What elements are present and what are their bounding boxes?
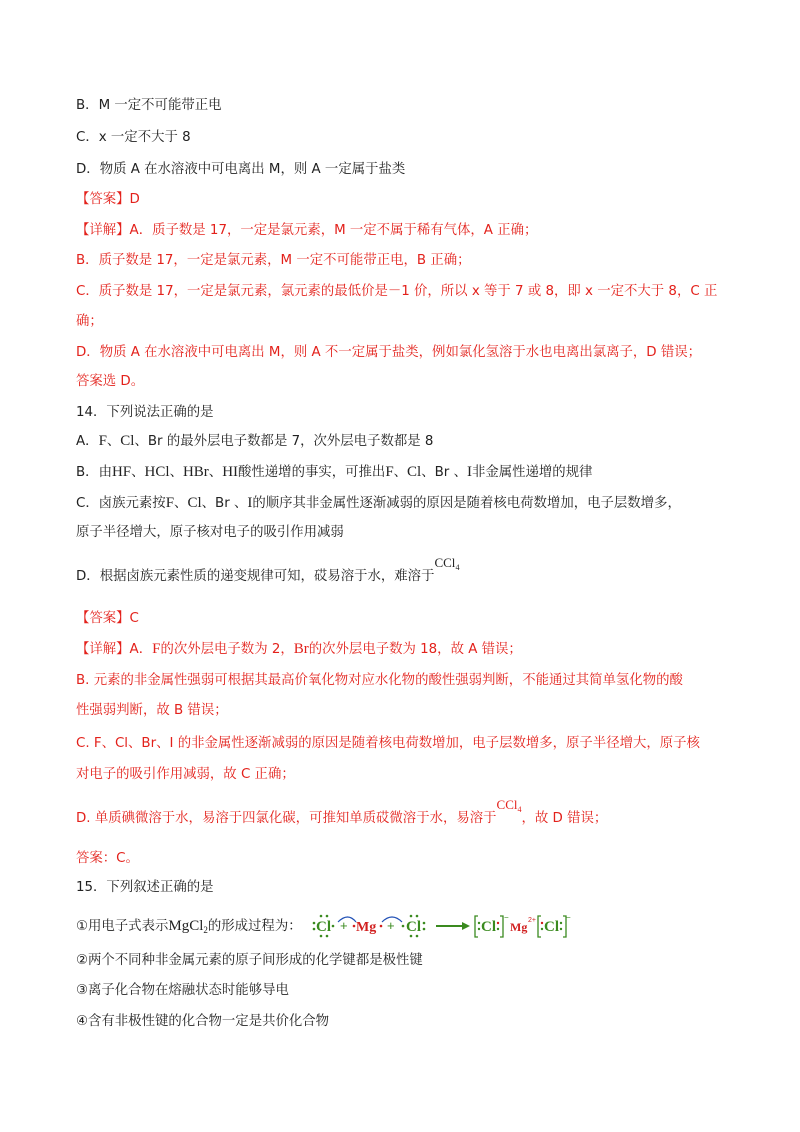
formula-f: F xyxy=(98,433,107,449)
q13-answer: 【答案】D xyxy=(76,192,140,207)
q14-option-c-line1: C．卤族元素按F、Cl、Br 、I的顺序其非金属性逐渐减弱的原因是随着核电荷数增加，电子层数增多， xyxy=(76,495,681,511)
q14-detail-d: D. 单质碘微溶于水，易溶于四氯化碳，可推知单质砹微溶于水，易溶于CCl$_4$，故 D 错误； xyxy=(76,797,608,826)
svg-text:Cl: Cl xyxy=(480,919,496,935)
chlorine-atom-left xyxy=(313,915,335,938)
electron-formula-equation xyxy=(310,912,572,940)
svg-text:−: − xyxy=(503,913,509,922)
formula-i: I xyxy=(247,495,253,511)
q14-detail-a: 【详解】A．F的次外层电子数为 2，Br的次外层电子数为 18，故 A 错误； xyxy=(76,641,522,657)
q13-detail-d: D．物质 A 在水溶液中可电离出 M，则 A 不一定属于盐类，例如氯化氢溶于水也电离出氯离子，D 错误； xyxy=(76,345,702,360)
svg-text:Cl: Cl xyxy=(543,919,559,935)
product-chloride-left xyxy=(475,913,509,937)
q14-stem: 14．下列说法正确的是 xyxy=(76,405,214,420)
svg-text:Cl: Cl xyxy=(405,919,421,935)
q13-detail-c-line1: C．质子数是 17，一定是氯元素，氯元素的最低价是－1 价，所以 x 等于 7 或 8，即 x 一定不大于 8，C 正 xyxy=(76,284,718,299)
formula-f: F xyxy=(165,495,175,511)
q15-statement-4: ④含有非极性键的化合物一定是共价化合物 xyxy=(76,1014,330,1029)
q15-statement-2: ②两个不同种非金属元素的原子间形成的化学键都是极性键 xyxy=(76,953,423,968)
q13-detail-c-line2: 确； xyxy=(76,314,103,329)
formula-hbr: HBr xyxy=(182,464,209,480)
q14-option-c-line2: 原子半径增大，原子核对电子的吸引作用减弱 xyxy=(76,525,344,540)
q14-detail-b-line2: 性强弱判断，故 B 错误； xyxy=(76,703,228,718)
svg-text:Mg: Mg xyxy=(355,920,377,935)
formula-mgcl2: MgCl$_2$ xyxy=(168,918,208,935)
formula-br: Br xyxy=(293,641,309,657)
svg-text:+: + xyxy=(386,918,395,933)
formula-cl: Cl xyxy=(120,433,135,449)
formula-f: F xyxy=(152,641,161,657)
reaction-arrow-icon xyxy=(436,922,470,930)
formula-cl: Cl xyxy=(187,495,202,511)
formula-cl: Cl xyxy=(407,464,422,480)
q14-option-a: A．F、Cl、Br 的最外层电子数都是 7，次外层电子数都是 8 xyxy=(76,433,434,449)
q14-option-d: D．根据卤族元素性质的递变规律可知，砹易溶于水，难溶于CCl$_4$ xyxy=(76,555,460,584)
q15-statement-3: ③离子化合物在熔融状态时能够导电 xyxy=(76,983,289,998)
formula-hi: HI xyxy=(222,464,239,480)
product-magnesium-ion: Mg xyxy=(509,920,528,934)
q13-final-answer: 答案选 D。 xyxy=(76,374,145,389)
svg-text:−: − xyxy=(565,913,571,922)
product-chloride-right xyxy=(538,913,571,937)
charge-label: 2+ xyxy=(527,917,536,924)
formula-i: I xyxy=(466,464,472,480)
q15-statement-1: ①用电子式表示MgCl$_2$的形成过程为： Cl + Mg + Cl Cl − Mg 2+ Cl − xyxy=(76,912,740,944)
q14-detail-b-line1: B. 元素的非金属性强弱可根据其最高价氧化物对应水化物的酸性强弱判断，不能通过其简单氢化物的酸 xyxy=(76,673,683,688)
chlorine-atom-right xyxy=(402,915,426,938)
q14-detail-c-line2: 对电子的吸引作用减弱，故 C 正确； xyxy=(76,767,295,782)
q14-answer: 【答案】C xyxy=(76,611,139,626)
q14-detail-c-line1: C. F、Cl、Br、I 的非金属性逐渐减弱的原因是随着核电荷数增加，电子层数增多，原子半径增大，原子核 xyxy=(76,736,700,751)
svg-text:+: + xyxy=(339,918,348,933)
formula-hf: HF xyxy=(111,464,132,480)
q13-option-c: C．x 一定不大于 8 xyxy=(76,130,191,145)
q13-option-d: D．物质 A 在水溶液中可电离出 M，则 A 一定属于盐类 xyxy=(76,162,406,177)
svg-text:Cl: Cl xyxy=(315,919,331,935)
formula-ccl4: CCl$_4$ xyxy=(496,797,522,814)
q13-detail-b: B．质子数是 17，一定是氯元素，M 一定不可能带正电，B 正确； xyxy=(76,253,471,268)
q14-option-b: B．由HF、HCl、HBr、HI酸性递增的事实，可推出F、Cl、Br 、I非金属性递增的规律 xyxy=(76,464,593,480)
formula-ccl4: CCl$_4$ xyxy=(434,555,460,572)
q14-final-answer: 答案：C。 xyxy=(76,851,139,866)
q13-detail-a: 【详解】A．质子数是 17，一定是氯元素，M 一定不属于稀有气体，A 正确； xyxy=(76,223,538,238)
q15-stem: 15．下列叙述正确的是 xyxy=(76,880,214,895)
magnesium-atom xyxy=(353,920,383,935)
q13-option-b: B．M 一定不可能带正电 xyxy=(76,98,222,113)
formula-f: F xyxy=(385,464,394,480)
formula-hcl: HCl xyxy=(144,464,170,480)
